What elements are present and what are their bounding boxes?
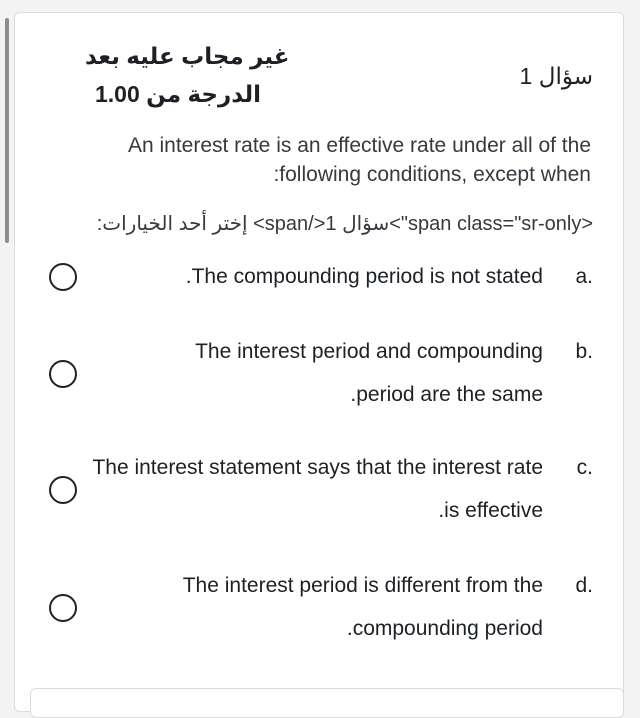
next-question-card: [30, 688, 624, 718]
option-letter: d.: [575, 574, 593, 597]
scrollbar-thumb[interactable]: [5, 18, 9, 243]
radio-button-b[interactable]: [49, 360, 77, 388]
question-card: [14, 12, 624, 712]
question-status: غير مجاب عليه بعد: [85, 43, 290, 69]
option-label[interactable]: The interest period is different from the compounding period.: [182, 574, 543, 640]
option-label[interactable]: The interest period and compounding period are the same.: [195, 340, 543, 406]
scrollbar-rail[interactable]: [0, 0, 14, 700]
question-text: An interest rate is an effective rate under all of the following conditions, except when:: [127, 134, 591, 186]
radio-button-a[interactable]: [49, 263, 77, 291]
option-letter: b.: [575, 340, 593, 363]
option-letter: c.: [576, 456, 593, 479]
question-grade: الدرجة من 1.00: [95, 81, 262, 107]
option-label[interactable]: The interest statement says that the interest rate is effective.: [92, 456, 543, 522]
option-letter: a.: [575, 265, 593, 288]
choose-one-prompt: <span class="sr-only">سؤال 1</span> إختر أحد الخيارات:: [96, 213, 593, 235]
option-label[interactable]: The compounding period is not stated.: [185, 265, 543, 288]
radio-button-d[interactable]: [49, 594, 77, 622]
question-number: سؤال 1: [519, 63, 593, 89]
